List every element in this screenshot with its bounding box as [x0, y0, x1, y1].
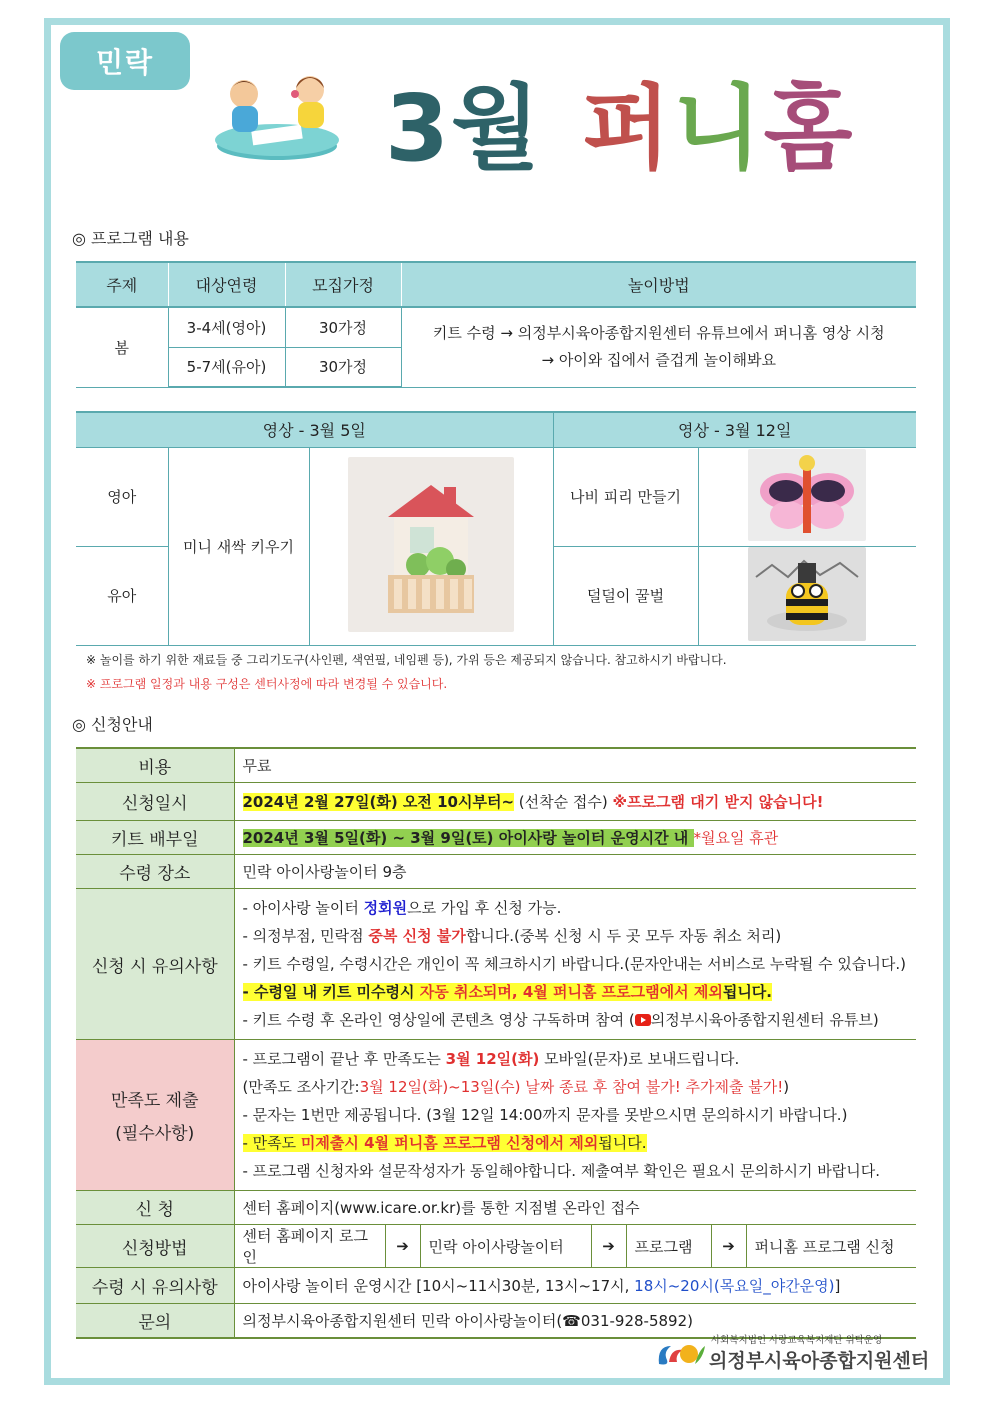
caution-line-5	[243, 1006, 909, 1034]
title-char-2: 니	[672, 75, 764, 182]
header-method: 놀이방법	[401, 262, 916, 307]
survey-text: 모바일(문자)로 보내드립니다.	[539, 1050, 740, 1068]
date-warning: ※프로그램 대기 받지 않습니다!	[612, 793, 824, 811]
place-value: 민락 아이사랑놀이터 9층	[234, 855, 916, 889]
caution-value	[234, 889, 916, 1040]
page-title	[385, 66, 855, 182]
survey-text: - 프로그램이 끝난 후 만족도는	[242, 1050, 446, 1068]
children-illustration	[212, 66, 342, 166]
survey-line-4	[243, 1129, 909, 1157]
kit-value	[234, 821, 916, 855]
section-heading-apply: ◎ 신청안내	[72, 715, 153, 734]
footer-operator: 사회복지법인 사랑교육복지재단 위탁운영	[711, 1335, 883, 1346]
table-row	[76, 447, 916, 546]
table-row	[76, 1225, 916, 1268]
cost-label: 비용	[76, 748, 234, 783]
cost-value: 무료	[234, 748, 916, 783]
table-row	[76, 1191, 916, 1225]
method-line-2: → 아이와 집에서 즐겁게 놀이해봐요	[541, 351, 776, 370]
center-logo	[655, 1332, 930, 1372]
survey-text: - 만족도	[242, 1134, 301, 1152]
count-cell: 30가정	[285, 307, 401, 347]
date-label: 신청일시	[76, 783, 234, 821]
caution-exclusion: 자동 취소되며, 4월 퍼니홈 프로그램에서 제외	[419, 983, 723, 1001]
survey-label	[76, 1040, 234, 1191]
survey-text: (만족도 조사기간:	[242, 1078, 360, 1096]
caution-text: - 의정부점, 민락점	[242, 927, 369, 945]
infant-label: 영아	[76, 447, 168, 546]
footer-center-name: 의정부시육아종합지원센터	[709, 1350, 930, 1372]
signup-label: 신 청	[76, 1191, 234, 1225]
date-value	[234, 783, 916, 821]
survey-text: )	[783, 1078, 790, 1096]
kit-label: 키트 배부일	[76, 821, 234, 855]
program-table-header	[76, 262, 916, 307]
toddler-activity: 덜덜이 꿀벌	[553, 546, 698, 645]
survey-text: 됩니다.	[598, 1134, 647, 1152]
logo-mark-icon	[655, 1338, 707, 1370]
caution-text: 합니다.(중복 신청 시 두 곳 모두 자동 취소 처리)	[465, 927, 782, 945]
survey-date: 3월 12일(화)	[445, 1050, 540, 1068]
count-cell: 30가정	[285, 347, 401, 387]
arrow-icon: ➔	[711, 1225, 747, 1267]
caution-text: - 키트 수령 후 온라인 영상일에 콘텐츠 영상 구독하며 참여 (	[242, 1011, 635, 1029]
pickup-text: 아이사랑 놀이터 운영시간 [10시~11시30분, 13시~17시,	[242, 1277, 635, 1295]
signup-value: 센터 홈페이지(www.icare.or.kr)를 통한 지점별 온라인 접수	[234, 1191, 916, 1225]
butterfly-photo-cell	[698, 447, 916, 546]
header-age: 대상연령	[168, 262, 285, 307]
table-row	[76, 889, 916, 1040]
age-cell: 5-7세(유아)	[168, 347, 285, 387]
pickup-night: 18시~20시(목요일_야간운영)	[634, 1277, 835, 1295]
caution-member: 정회원	[363, 899, 408, 917]
caution-line-2	[243, 922, 909, 950]
note-materials: ※ 놀이를 하기 위한 재료들 중 그리기도구(사인펜, 색연필, 네임펜 등), 가위 등은 제공되지 않습니다. 참고하시기 바랍니다.	[86, 653, 727, 667]
step-branch: 민락 아이사랑놀이터	[428, 1237, 564, 1256]
table-row	[76, 783, 916, 821]
table-row	[76, 855, 916, 889]
sprout-photo-cell	[309, 447, 553, 645]
step-funhome: 퍼니홈 프로그램 신청	[754, 1237, 895, 1256]
bee-photo-cell	[698, 546, 916, 645]
survey-line-5: - 프로그램 신청자와 설문작성자가 동일해야합니다. 제출여부 확인은 필요시 문의하시기 바랍니다.	[242, 1162, 880, 1180]
method-label: 신청방법	[76, 1225, 234, 1268]
caution-text: - 아이사랑 놀이터	[242, 899, 364, 917]
section-heading-program: ◎ 프로그램 내용	[72, 229, 189, 248]
pickup-label: 수령 시 유의사항	[76, 1268, 234, 1304]
method-line-1: 키트 수령 → 의정부시육아종합지원센터 유튜브에서 퍼니홈 영상 시청	[432, 324, 885, 343]
butterfly-flute-image	[748, 449, 866, 541]
contact-value: 의정부시육아종합지원센터 민락 아이사랑놀이터(☎031-928-5892)	[234, 1304, 916, 1339]
toddler-label: 유아	[76, 546, 168, 645]
place-label: 수령 장소	[76, 855, 234, 889]
caution-line-4	[243, 978, 909, 1006]
date-mid: (선착순 접수)	[514, 793, 613, 811]
table-row	[76, 821, 916, 855]
step-login: 센터 홈페이지 로그인	[242, 1227, 368, 1266]
video-table	[76, 411, 916, 646]
apply-table	[76, 747, 916, 1339]
survey-exclusion: 미제출시 4월 퍼니홈 프로그램 신청에서 제외	[300, 1134, 599, 1152]
program-table	[76, 261, 916, 388]
caution-line-3: - 키트 수령일, 수령시간은 개인이 꼭 체크하시기 바랍니다.(문자안내는 서비스로 누락될 수 있습니다.)	[242, 955, 906, 973]
video-table-header	[76, 412, 916, 447]
date-highlight: 2024년 2월 27일(화) 오전 10시부터~	[242, 793, 515, 811]
caution-duplicate: 중복 신청 불가	[368, 927, 466, 945]
survey-line-1	[243, 1045, 909, 1073]
title-char-3: 홈	[763, 75, 855, 182]
infant-activity: 나비 피리 만들기	[553, 447, 698, 546]
survey-line-2	[243, 1073, 909, 1101]
theme-cell: 봄	[76, 307, 168, 387]
note-schedule-change: ※ 프로그램 일정과 내용 구성은 센터사정에 따라 변경될 수 있습니다.	[86, 677, 448, 691]
survey-label-2: (필수사항)	[115, 1124, 195, 1144]
header-theme: 주제	[76, 262, 168, 307]
caution-text: 됩니다.	[722, 983, 772, 1001]
survey-label-1: 만족도 제출	[110, 1091, 199, 1111]
arrow-icon: ➔	[591, 1225, 627, 1267]
caution-text: 으로 가입 후 신청 가능.	[407, 899, 562, 917]
survey-period: 3월 12일(화)~13일(수) 날짜 종료 후 참여 불가! 추가제출 불가!	[359, 1078, 784, 1096]
pickup-text: ]	[834, 1277, 841, 1295]
kit-note: *월요일 휴관	[693, 829, 779, 847]
bee-toy-image	[748, 547, 866, 641]
branch-tag: 민락	[60, 32, 190, 90]
title-month: 3월	[385, 75, 542, 182]
caution-line-1	[243, 894, 909, 922]
step-program: 프로그램	[634, 1237, 693, 1256]
header-count: 모집가정	[285, 262, 401, 307]
kit-highlight: 2024년 3월 5일(화) ~ 3월 9일(토) 아이사랑 놀이터 운영시간 내	[242, 829, 694, 847]
activity-shared: 미니 새싹 키우기	[168, 447, 309, 645]
method-flow	[234, 1225, 916, 1268]
title-char-1: 퍼	[581, 75, 673, 182]
method-cell	[401, 307, 916, 387]
pickup-value	[234, 1268, 916, 1304]
survey-value	[234, 1040, 916, 1191]
table-row	[76, 748, 916, 783]
caution-text: - 수령일 내 키트 미수령시	[242, 983, 420, 1001]
youtube-icon	[635, 1014, 651, 1026]
table-row	[76, 1268, 916, 1304]
table-row	[76, 307, 916, 347]
contact-label: 문의	[76, 1304, 234, 1339]
sprout-house-image	[348, 457, 514, 632]
survey-line-3: - 문자는 1번만 제공됩니다. (3월 12일 14:00까지 문자를 못받으시면 문의하시기 바랍니다.)	[242, 1106, 848, 1124]
age-cell: 3-4세(영아)	[168, 307, 285, 347]
header-video-mar12: 영상 - 3월 12일	[553, 412, 916, 447]
arrow-icon: ➔	[385, 1225, 421, 1267]
caution-text: 의정부시육아종합지원센터 유튜브)	[650, 1011, 879, 1029]
header-video-mar5: 영상 - 3월 5일	[76, 412, 553, 447]
caution-label: 신청 시 유의사항	[76, 889, 234, 1040]
table-row	[76, 1040, 916, 1191]
